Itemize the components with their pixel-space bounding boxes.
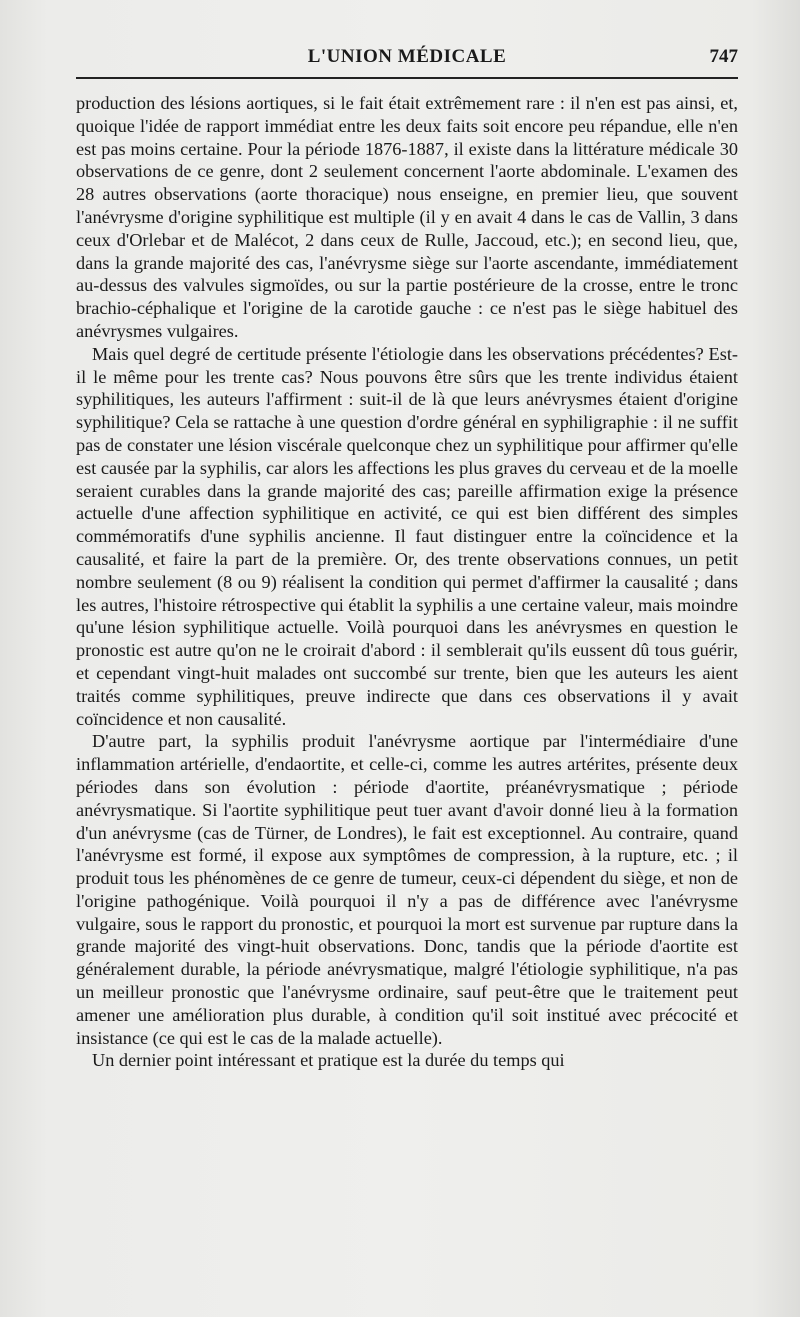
paragraph: D'autre part, la syphilis produit l'anévrysme aortique par l'intermédiaire d'une inflammation artérielle, d'endaortite, et celle-ci, comme les autres artérites, présente deux périodes dans son évolution : période d'aortite, préanévrysmatique ; période anévrysmatique. Si l'aortite syphilitique peut tuer avant d'avoir donné lieu à la formation d'un anévrysme (cas de Türner, de Londres), le fait est exceptionnel. Au contraire, quand l'anévrysme est formé, il expose aux symptômes de compression, à la rupture, etc. ; il produit tous les phénomènes de ce genre de tumeur, ceux-ci dépendent du siège, et non de l'origine pathogénique. Voilà pourquoi il n'y a pas de différence avec l'anévrysme vulgaire, sous le rapport du pronostic, et pourquoi la mort est survenue par rupture dans la grande majorité des vingt-huit observations. Donc, tandis que la période d'aortite est généralement durable, la période anévrysmatique, malgré l'étiologie syphilitique, n'a pas un meilleur pronostic que l'anévrysme ordinaire, sauf peut-être que le traitement peut amener une amélioration plus durable, à condition qu'il soit institué avec précocité et insistance (ce qui est le cas de la malade actuelle). [76,731,738,1048]
article-body [76,92,738,1072]
running-head [76,46,738,76]
paragraph: Mais quel degré de certitude présente l'étiologie dans les observations précédentes? Est-il le même pour les trente cas? Nous pouvons être sûrs que les trente individus étaient syphilitiques, les auteurs l'affirment : suit-il de là que leurs anévrysmes étaient d'origine syphilitique? Cela se rattache à une question d'ordre général en syphiligraphie : il ne suffit pas de constater une lésion viscérale quelconque chez un syphilitique pour affirmer qu'elle est causée par la syphilis, car alors les affections les plus graves du cerveau et de la moelle seraient curables dans la grande majorité des cas; pareille affirmation exige la présence actuelle d'une affection syphilitique en activité, ce qui est bien différent des simples commémoratifs d'une syphilis ancienne. Il faut distinguer entre la coïncidence et la causalité, et faire la part de la première. Or, des trente observations connues, un petit nombre seulement (8 ou 9) réalisent la condition qui permet d'affirmer la causalité ; dans les autres, l'histoire rétrospective qui établit la syphilis a une certaine valeur, mais moindre qu'une lésion syphilitique actuelle. Voilà pourquoi dans les anévrysmes en question le pronostic est autre qu'on ne le croirait d'abord : il semblerait qu'ils eussent dû tous guérir, et cependant vingt-huit malades ont succombé sur trente, bien que les auteurs les aient traités comme syphilitiques, preuve indirecte que dans ces observations il y avait coïncidence et non causalité. [76,343,738,729]
page-number: 747 [709,46,738,67]
header-rule [76,77,738,79]
paragraph: Un dernier point intéressant et pratique est la durée du temps qui [92,1050,565,1071]
paragraph: production des lésions aortiques, si le fait était extrêmement rare : il n'en est pas ainsi, et, quoique l'idée de rapport immédiat entre les deux faits soit encore peu répandue, elle n'en est pas moins certaine. Pour la période 1876-1887, il existe dans la littérature médicale 30 observations de ce genre, dont 2 seulement concernent l'aorte abdominale. L'examen des 28 autres observations (aorte thoracique) nous enseigne, en premier lieu, que souvent l'anévrysme d'origine syphilitique est multiple (il y en avait 4 dans le cas de Vallin, 3 dans ceux d'Orlebar et de Malécot, 2 dans ceux de Rulle, Jaccoud, etc.); en second lieu, que, dans la grande majorité des cas, l'anévrysme siège sur l'aorte ascendante, immédiatement au-dessus des valvules sigmoïdes, ou sur la partie postérieure de la crosse, entre le tronc brachio-céphalique et l'origine de la carotide gauche : ce n'est pas le siège habituel des anévrysmes vulgaires. [76,93,738,341]
journal-title: L'UNION MÉDICALE [307,46,507,67]
